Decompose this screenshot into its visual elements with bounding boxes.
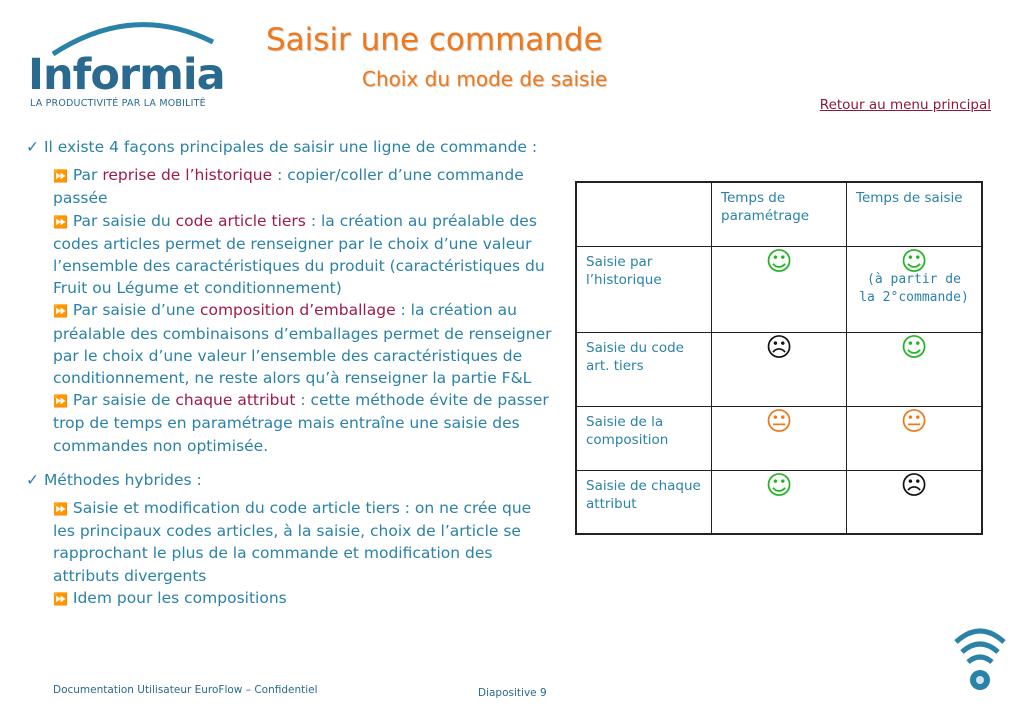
page-title: Saisir une commande	[266, 22, 603, 58]
footer-confidential: Documentation Utilisateur EuroFlow – Confidentiel	[53, 684, 318, 696]
header-cell-saisie: Temps de saisie	[847, 182, 983, 246]
double-arrow-icon: ⏩	[53, 214, 68, 229]
section1-heading	[26, 136, 554, 158]
item-prefix: Par	[72, 166, 103, 185]
item-text: : copier/coller d’une commande passée	[53, 166, 524, 208]
smiley-neutral-icon: 😐	[847, 406, 983, 470]
list-item	[26, 164, 554, 209]
smiley-happy-icon: ☺	[712, 246, 847, 332]
double-arrow-icon: ⏩	[53, 502, 68, 517]
row-label: Saisie par l’historique	[576, 246, 712, 332]
wifi-signal-icon	[952, 624, 1008, 696]
row-label: Saisie de la composition	[576, 406, 712, 470]
section2-heading-text: Méthodes hybrides :	[43, 470, 202, 489]
section2-heading	[26, 469, 554, 491]
smiley-sad-icon: ☹	[712, 332, 847, 406]
footer-slide-number: Diapositive 9	[478, 687, 547, 699]
back-to-main-menu-link[interactable]: Retour au menu principal	[819, 97, 991, 113]
item-highlight: composition d’emballage	[199, 301, 396, 320]
smiley-happy-icon: ☺	[900, 246, 928, 277]
double-arrow-icon: ⏩	[53, 394, 68, 409]
row-label: Saisie de chaque attribut	[576, 470, 712, 534]
table-row	[576, 470, 982, 534]
item-prefix: Par saisie d’une	[72, 301, 200, 320]
table-row	[576, 332, 982, 406]
list-item	[26, 210, 554, 300]
row-label: Saisie du code art. tiers	[576, 332, 712, 406]
item-highlight: chaque attribut	[175, 391, 296, 410]
check-icon: ✓	[26, 138, 39, 156]
saisie-cell	[847, 246, 983, 332]
item-text: : la création au préalable des codes articles permet de renseigner par le choix d’une valeur l’ensemble des caractéristiques du produit (caractéristiques du Fruit ou Légume et conditionnement)	[53, 211, 545, 298]
list-item	[26, 587, 554, 610]
item-highlight: reprise de l’historique	[102, 166, 273, 185]
header-cell-empty	[576, 182, 712, 246]
item-prefix: Par saisie du	[72, 211, 176, 230]
check-icon: ✓	[26, 470, 39, 489]
logo-tagline: LA PRODUCTIVITÉ PAR LA MOBILITÉ	[30, 98, 206, 109]
item-text: Idem pour les compositions	[72, 588, 287, 607]
smiley-neutral-icon: 😐	[712, 406, 847, 470]
table-row	[576, 406, 982, 470]
list-item	[26, 299, 554, 389]
item-prefix: Par saisie de	[72, 391, 176, 410]
item-highlight: code article tiers	[175, 211, 306, 230]
double-arrow-icon: ⏩	[53, 591, 68, 606]
page-subtitle: Choix du mode de saisie	[362, 67, 608, 91]
logo-wordmark: Informia	[28, 50, 225, 100]
section1-heading-text: Il existe 4 façons principales de saisir une ligne de commande :	[43, 138, 538, 156]
double-arrow-icon: ⏩	[53, 169, 68, 184]
informia-logo	[26, 12, 236, 112]
header-cell-param: Temps de paramétrage	[712, 182, 847, 246]
item-text: : cette méthode évite de passer trop de temps en paramétrage mais entraîne une saisie des commandes non optimisée.	[53, 391, 549, 455]
item-text: Saisie et modification du code article tiers : on ne crée que les principaux codes articles, à la saisie, choix de l’article se rapprochant le plus de la commande et modification des attributs divergents	[53, 499, 532, 585]
comparison-table	[575, 181, 983, 535]
smiley-happy-icon: ☺	[712, 470, 847, 534]
smiley-happy-icon: ☺	[847, 332, 983, 406]
table-header-row	[576, 182, 982, 246]
item-text: : la création au préalable des combinaisons d’emballages permet de renseigner par le choix d’une valeur l’ensemble des caractéristiques de conditionnement, ne reste alors qu’à renseigner la partie F&L	[53, 301, 552, 388]
double-arrow-icon: ⏩	[53, 304, 68, 319]
list-item	[26, 497, 554, 587]
list-item	[26, 389, 554, 457]
main-content	[26, 136, 554, 610]
cell-note: (à partir de la 2°commande)	[859, 271, 969, 305]
table-row	[576, 246, 982, 332]
smiley-sad-icon: ☹	[847, 470, 983, 534]
